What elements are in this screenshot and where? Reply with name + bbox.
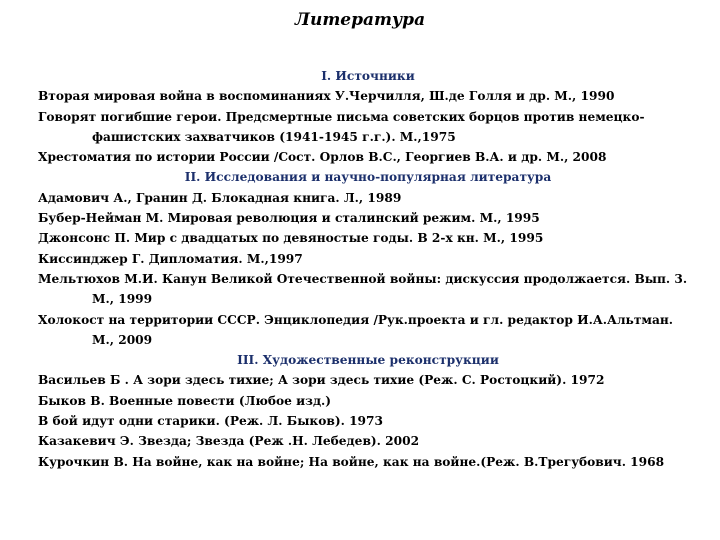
list-item: Джонсонс П. Мир с двадцатых по девяностые годы. В 2-х кн. М., 1995 xyxy=(38,231,544,246)
list-item: Адамович А., Гранин Д. Блокадная книга. Л., 1989 xyxy=(38,190,402,205)
list-item: Васильев Б . А зори здесь тихие; А зори здесь тихие (Реж. С. Ростоцкий). 1972 xyxy=(38,373,605,388)
list-item: В бой идут одни старики. (Реж. Л. Быков). 1973 xyxy=(38,414,383,429)
list-item: Хрестоматия по истории России /Сост. Орлов В.С., Георгиев В.А. и др. М., 2008 xyxy=(38,150,607,165)
section-heading-research: II. Исследования и научно-популярная литература xyxy=(184,170,552,185)
list-item: Курочкин В. На войне, как на войне; На войне, как на войне.(Реж. В.Трегубович. 1968 xyxy=(38,454,665,469)
list-item: Киссинджер Г. Дипломатия. М.,1997 xyxy=(38,251,303,266)
section-heading-fiction: III. Художественные реконструкции xyxy=(237,353,499,368)
list-item: Казакевич Э. Звезда; Звезда (Реж .Н. Лебедев). 2002 xyxy=(38,434,420,449)
list-item: Быков В. Военные повести (Любое изд.) xyxy=(38,393,332,408)
page-title: Литература xyxy=(294,10,426,30)
list-item: Мельтюхов М.И. Канун Великой Отечественной войны: дискуссия продолжается. Вып. 3. М., 1999 xyxy=(38,271,688,307)
bibliography xyxy=(38,66,698,472)
list-item: Холокост на территории СССР. Энциклопедия /Рук.проекта и гл. редактор И.А.Альтман. М., 2009 xyxy=(38,312,674,347)
list-item: Бубер-Нейман М. Мировая революция и сталинский режим. М., 1995 xyxy=(38,211,540,226)
section-heading-sources: I. Источники xyxy=(321,69,415,83)
list-item: Говорят погибшие герои. Предсмертные письма советских борцов против немецко-фашистских захватчиков (1941-1945 г.г.). М.,1975 xyxy=(38,109,645,144)
list-item: Вторая мировая война в воспоминаниях У.Черчилля, Ш.де Голля и др. М., 1990 xyxy=(38,89,615,104)
